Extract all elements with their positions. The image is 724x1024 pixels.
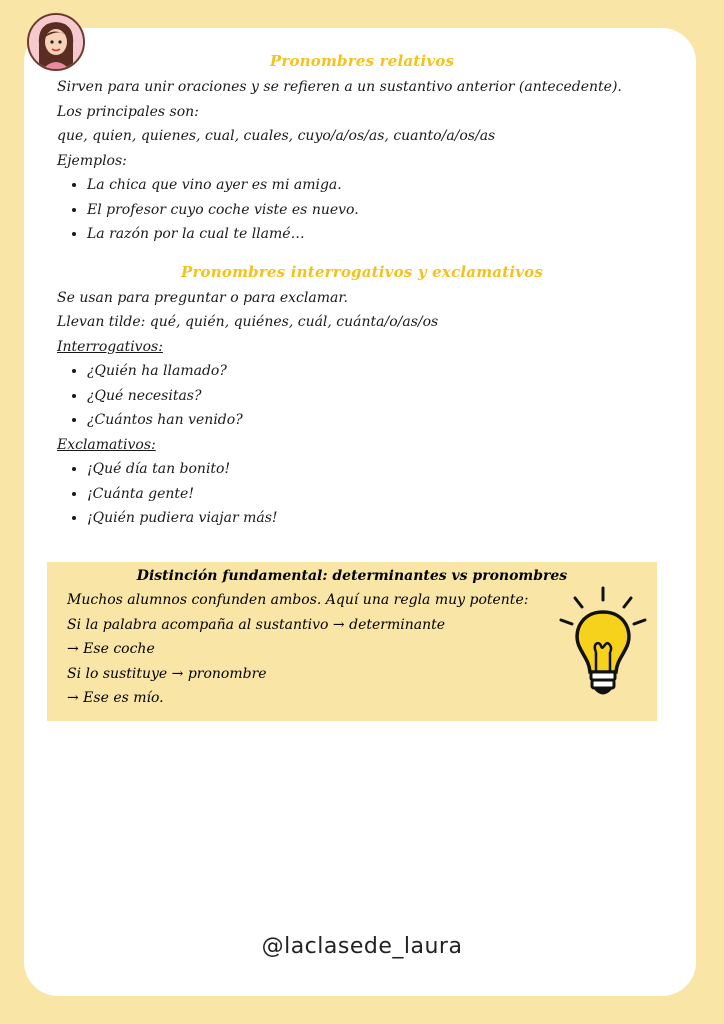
main-content <box>57 52 667 531</box>
box-line-4: Si lo sustituye → pronombre <box>67 665 267 682</box>
relativos-list: que, quien, quienes, cual, cuales, cuyo/a/os/as, cuanto/a/os/as <box>57 128 496 144</box>
box-line-3: → Ese coche <box>67 641 155 657</box>
interrogativos-definition: Se usan para preguntar o para exclamar. <box>57 289 348 306</box>
ejemplos-label: Ejemplos: <box>57 152 127 169</box>
exclamativos-list <box>57 457 667 531</box>
list-item: • ¿Qué necesitas? <box>87 384 667 409</box>
distinction-box <box>47 562 657 721</box>
box-line-1: Muchos alumnos confunden ambos. Aquí una regla muy potente: <box>67 592 529 608</box>
list-item: • La razón por la cual te llamé… <box>87 222 667 247</box>
list-item: • ¡Qué día tan bonito! <box>87 457 667 482</box>
lightbulb-icon <box>555 582 651 708</box>
list-item: • La chica que vino ayer es mi amiga. <box>87 173 667 198</box>
interrogativos-tilde: Llevan tilde: qué, quién, quiénes, cuál, cuánta/o/as/os <box>57 314 439 330</box>
exclamativos-label: Exclamativos: <box>57 436 156 453</box>
box-line-2: Si la palabra acompaña al sustantivo → determinante <box>67 616 446 633</box>
list-item: • ¡Quién pudiera viajar más! <box>87 506 667 531</box>
relativos-principales: Los principales son: <box>57 103 199 120</box>
interrogativos-list <box>57 359 667 433</box>
interrogativos-label: Interrogativos: <box>57 338 163 355</box>
list-item: • ¡Cuánta gente! <box>87 482 667 507</box>
heading-relativos: Pronombres relativos <box>269 52 455 70</box>
list-item: • ¿Cuántos han venido? <box>87 408 667 433</box>
relativos-definition: Sirven para unir oraciones y se refieren a un sustantivo anterior (antecedente). <box>57 79 622 95</box>
list-item: • El profesor cuyo coche viste es nuevo. <box>87 198 667 223</box>
footer-handle: @laclasede_laura <box>261 934 463 959</box>
box-line-5: → Ese es mío. <box>67 690 164 706</box>
list-item: • ¿Quién ha llamado? <box>87 359 667 384</box>
heading-interrogativos: Pronombres interrogativos y exclamativos <box>180 262 544 281</box>
box-title: Distinción fundamental: determinantes vs pronombres <box>136 568 568 584</box>
ejemplos-list <box>57 173 667 247</box>
